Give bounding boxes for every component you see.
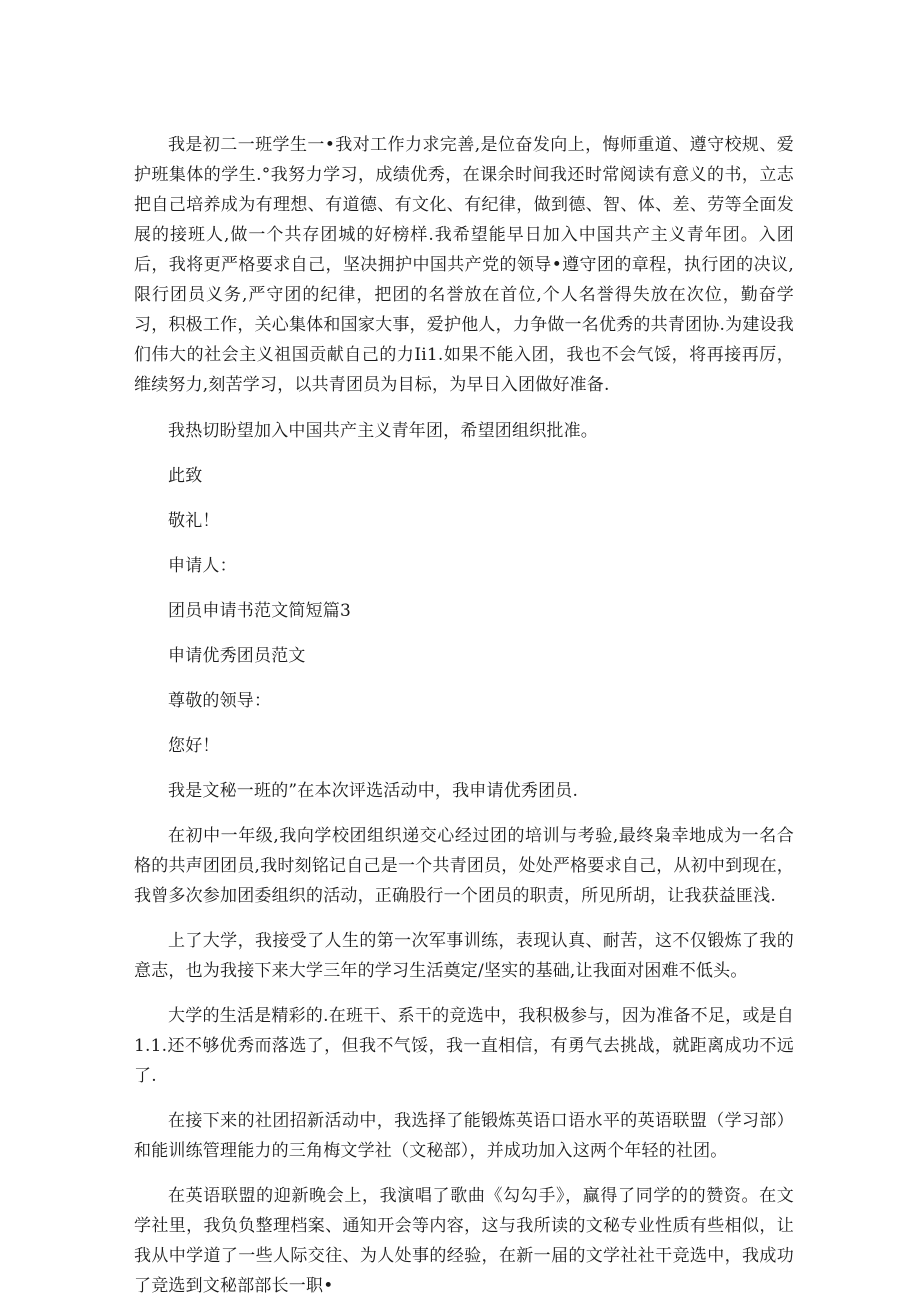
document-body	[134, 130, 794, 1301]
paragraph-military-training: 上了大学，我接受了人生的第一次军事训练，表现认真、耐苦，这不仅锻炼了我的意志，也为我接下来大学三年的学习生活奠定/坚实的基础,让我面对困难不低头。	[134, 931, 794, 981]
paragraph-hope: 我热切盼望加入中国共产主义青年团，希望团组织批准。	[168, 421, 598, 441]
paragraph-college-life: 大学的生活是精彩的.在班干、系干的竞选中，我积极参与，因为准备不足，或是自1.1.还不够优秀而落选了，但我不气馁，我一直相信，有勇气去挑战，就距离成功不远了.	[134, 1006, 794, 1086]
salutation: 尊敬的领导：	[168, 691, 272, 711]
paragraph-application-intro: 我是初二一班学生一•我对工作力求完善,是位奋发向上，悔师重道、遵守校规、爱护班集体的学生.°我努力学习，成绩优秀，在课余时间我还时常阅读有意义的书，立志把自己培养成为有理想、有道德、有文化、有纪律，做到德、智、体、差、劳等全面发展的接班人,做一个共存团城的好榜样.我希望能早日加入中国共产主义青年团。入团后，我将更严格要求自己，坚决拥护中国共产党的领导•遵守团的章程，执行团的决议,限行团员义务,严守团的纪律，把团的名誉放在首位,个人名誉得失放在次位，勤奋学习，积极工作，关心集体和国家大事，爱护他人，力争做一名优秀的共青团协.为建设我们伟大的社会主义祖国贡献自己的力Ii1.如果不能入团，我也不会气馁，将再接再厉，维续努力,刻苦学习，以共青团员为目标，为早日入团做好准备.	[134, 135, 794, 395]
section-subheading: 申请优秀团员范文	[168, 646, 306, 666]
greeting: 您好！	[168, 736, 220, 756]
applicant-label: 申请人：	[168, 556, 237, 576]
closing-jingli: 敬礼！	[168, 511, 220, 531]
paragraph-self-intro: 我是文秘一班的”在本次评选活动中，我申请优秀团员.	[168, 781, 579, 801]
paragraph-clubs: 在接下来的社团招新活动中，我选择了能锻炼英语口语水平的英语联盟（学习部）和能训练管理能力的三角梅文学社（文秘部），并成功加入这两个年轻的社团。	[134, 1111, 794, 1161]
paragraph-english-league: 在英语联盟的迎新晚会上，我演唱了歌曲《勾勾手》，赢得了同学的的赞资。在文学社里，我负负整理档案、通知开会等内容，这与我所读的文秘专业性质有些相似，让我从中学道了一些人际交往、为人处事的经验，在新一届的文学社社干竞选中，我成功了竞选到文秘部部长一职•	[134, 1186, 794, 1296]
closing-cizhi: 此致	[168, 466, 203, 486]
section-heading: 团员申请书范文简短篇3	[168, 601, 352, 621]
paragraph-middle-school: 在初中一年级,我向学校团组织递交心经过团的培训与考验,最终枭幸地成为一名合格的共声团团员,我时刻铭记自己是一个共青团员，处处严格要求自己，从初中到现在，我曾多次参加团委组织的活动，正确股行一个团员的职责，所见所胡，让我获益匪浅.	[134, 826, 794, 906]
